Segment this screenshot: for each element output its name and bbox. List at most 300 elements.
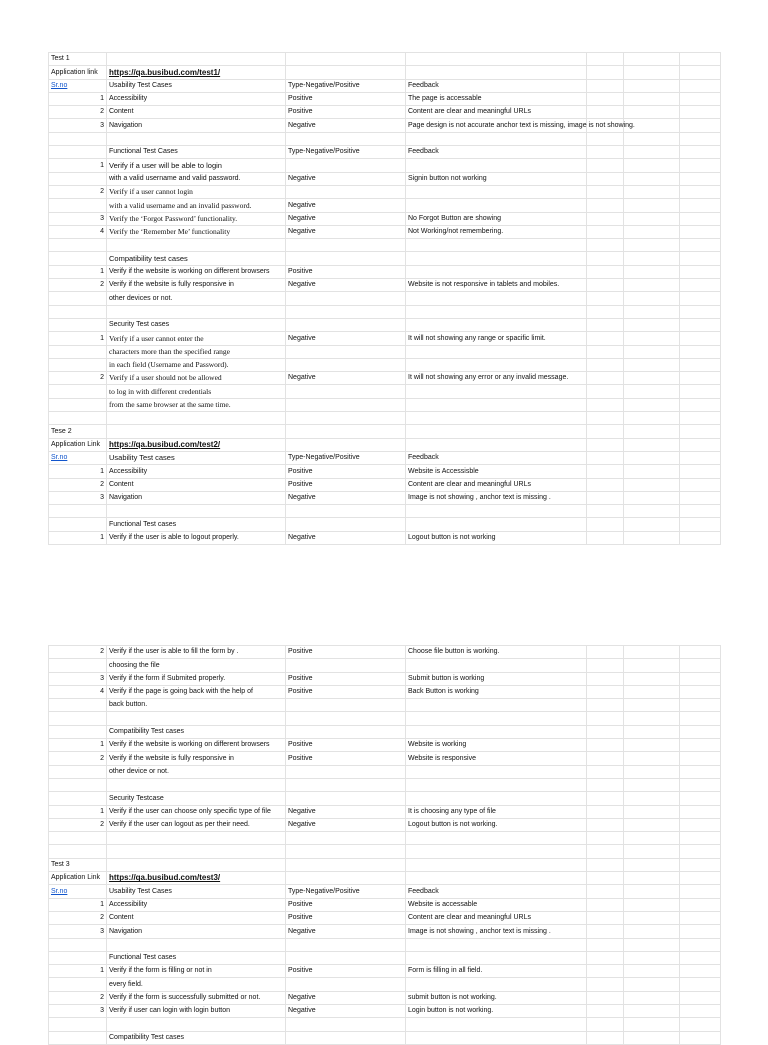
cell-test-case: in each field (Username and Password). <box>107 358 286 371</box>
cell-type <box>286 252 406 265</box>
cell-feedback: Choose file button is working. <box>406 646 587 659</box>
cell-type <box>286 778 406 791</box>
cell-type: Positive <box>286 265 406 278</box>
cell-sr-no <box>49 292 107 305</box>
cell-feedback <box>406 66 587 79</box>
cell-type: Negative <box>286 805 406 818</box>
cell-empty <box>680 792 721 805</box>
cell-empty <box>680 765 721 778</box>
cell-empty <box>587 345 624 358</box>
cell-empty <box>680 92 721 105</box>
cell-test-case: Verify if a user will be able to login <box>107 159 286 172</box>
cell-empty <box>680 739 721 752</box>
cell-type <box>286 858 406 871</box>
cell-empty <box>587 659 624 672</box>
cell-sr-no: 2 <box>49 478 107 491</box>
cell-type: Negative <box>286 332 406 345</box>
cell-empty <box>624 858 680 871</box>
cell-feedback <box>406 872 587 885</box>
cell-type: Positive <box>286 478 406 491</box>
cell-empty <box>624 372 680 385</box>
cell-type <box>286 438 406 451</box>
cell-feedback: Logout button is not working. <box>406 818 587 831</box>
cell-type: Positive <box>286 898 406 911</box>
cell-type <box>286 699 406 712</box>
cell-empty <box>624 345 680 358</box>
cell-empty <box>624 159 680 172</box>
cell-empty <box>680 252 721 265</box>
sheet-row <box>49 265 721 278</box>
cell-type: Positive <box>286 739 406 752</box>
cell-empty <box>680 725 721 738</box>
cell-empty <box>680 345 721 358</box>
cell-feedback: Back Button is working <box>406 685 587 698</box>
cell-test-case: Verify the ‘Forgot Password’ functionality. <box>107 212 286 225</box>
cell-feedback: Feedback <box>406 146 587 159</box>
cell-test-case: with a valid username and valid password. <box>107 172 286 185</box>
cell-test-case <box>107 305 286 318</box>
cell-empty <box>587 965 624 978</box>
cell-sr-no <box>49 518 107 531</box>
cell-test-case: Verify if a user cannot enter the <box>107 332 286 345</box>
cell-test-case <box>107 832 286 845</box>
cell-empty <box>587 672 624 685</box>
cell-test-case: Verify if the website is fully responsive in <box>107 752 286 765</box>
cell-empty <box>624 1018 680 1031</box>
cell-test-case <box>107 778 286 791</box>
sheet-row <box>49 199 721 212</box>
cell-test-case: Usability Test Cases <box>107 79 286 92</box>
cell-empty <box>680 685 721 698</box>
cell-sr-no: 4 <box>49 685 107 698</box>
cell-empty <box>587 885 624 898</box>
cell-sr-no[interactable]: Sr.no <box>49 885 107 898</box>
cell-sr-no: 1 <box>49 805 107 818</box>
cell-empty <box>587 1018 624 1031</box>
cell-test-case: Compatibility Test cases <box>107 1031 286 1044</box>
cell-feedback <box>406 159 587 172</box>
cell-empty <box>587 518 624 531</box>
sheet-row <box>49 991 721 1004</box>
cell-empty <box>624 659 680 672</box>
cell-test-case: Content <box>107 106 286 119</box>
cell-empty <box>624 358 680 371</box>
cell-type: Negative <box>286 925 406 938</box>
cell-type <box>286 872 406 885</box>
cell-empty <box>680 659 721 672</box>
sheet-row <box>49 318 721 331</box>
cell-sr-no: 2 <box>49 106 107 119</box>
cell-sr-no <box>49 659 107 672</box>
cell-type: Negative <box>286 491 406 504</box>
sheet-row <box>49 965 721 978</box>
cell-empty <box>587 832 624 845</box>
cell-type <box>286 53 406 66</box>
cell-empty <box>587 332 624 345</box>
cell-test-case: Verify if the form is filling or not in <box>107 965 286 978</box>
cell-sr-no: Application link <box>49 66 107 79</box>
cell-empty <box>587 79 624 92</box>
cell-sr-no: 1 <box>49 465 107 478</box>
cell-feedback: It is choosing any type of file <box>406 805 587 818</box>
cell-type: Positive <box>286 465 406 478</box>
cell-feedback <box>406 132 587 145</box>
sheet-row <box>49 358 721 371</box>
cell-empty <box>587 712 624 725</box>
spreadsheet-table-2 <box>48 645 721 1045</box>
cell-feedback <box>406 438 587 451</box>
cell-empty <box>680 212 721 225</box>
cell-type <box>286 938 406 951</box>
cell-sr-no <box>49 712 107 725</box>
sheet-row <box>49 398 721 411</box>
sheet-row <box>49 792 721 805</box>
cell-empty <box>587 792 624 805</box>
cell-empty <box>624 752 680 765</box>
cell-sr-no <box>49 832 107 845</box>
cell-feedback <box>406 712 587 725</box>
cell-test-case: Verify if a user cannot login <box>107 185 286 198</box>
sheet-row <box>49 672 721 685</box>
sheet-row <box>49 739 721 752</box>
cell-feedback: Website is responsive <box>406 752 587 765</box>
cell-empty <box>680 991 721 1004</box>
cell-empty <box>624 318 680 331</box>
cell-feedback <box>406 778 587 791</box>
cell-empty <box>680 1031 721 1044</box>
cell-empty <box>624 305 680 318</box>
cell-empty <box>587 685 624 698</box>
cell-empty <box>587 305 624 318</box>
cell-empty <box>624 898 680 911</box>
cell-feedback: Image is not showing , anchor text is missing . <box>406 925 587 938</box>
cell-type: Positive <box>286 685 406 698</box>
cell-test-case: Verify the ‘Remember Me’ functionality <box>107 225 286 238</box>
cell-type: Negative <box>286 279 406 292</box>
cell-empty <box>680 965 721 978</box>
cell-empty <box>587 752 624 765</box>
cell-sr-no <box>49 725 107 738</box>
cell-test-case: Security Test cases <box>107 318 286 331</box>
cell-empty <box>680 752 721 765</box>
cell-empty <box>587 225 624 238</box>
cell-sr-no: Test 1 <box>49 53 107 66</box>
sheet-row <box>49 478 721 491</box>
cell-sr-no <box>49 398 107 411</box>
cell-type: Negative <box>286 119 406 132</box>
cell-feedback <box>406 699 587 712</box>
cell-empty <box>587 805 624 818</box>
cell-empty <box>680 146 721 159</box>
cell-test-case: Functional Test cases <box>107 951 286 964</box>
cell-empty <box>624 951 680 964</box>
cell-sr-no <box>49 358 107 371</box>
sheet-row <box>49 858 721 871</box>
cell-sr-no: 2 <box>49 752 107 765</box>
sheet-row <box>49 451 721 464</box>
sheet-row <box>49 1031 721 1044</box>
cell-feedback <box>406 845 587 858</box>
sheet-row <box>49 752 721 765</box>
cell-test-case: Compatibility Test cases <box>107 725 286 738</box>
sheet-row <box>49 872 721 885</box>
cell-empty <box>624 531 680 544</box>
cell-type <box>286 712 406 725</box>
cell-feedback <box>406 1031 587 1044</box>
cell-empty <box>680 305 721 318</box>
cell-empty <box>587 872 624 885</box>
cell-sr-no <box>49 951 107 964</box>
cell-type: Negative <box>286 1005 406 1018</box>
cell-type <box>286 505 406 518</box>
cell-empty <box>680 491 721 504</box>
cell-type: Positive <box>286 646 406 659</box>
cell-feedback: Content are clear and meaningful URLs <box>406 911 587 924</box>
cell-empty <box>680 318 721 331</box>
cell-empty <box>587 898 624 911</box>
cell-sr-no: 1 <box>49 332 107 345</box>
cell-type: Negative <box>286 818 406 831</box>
cell-empty <box>587 739 624 752</box>
application-link[interactable]: https://qa.busibud.com/test2/ <box>107 438 286 451</box>
cell-sr-no: 3 <box>49 1005 107 1018</box>
cell-empty <box>680 845 721 858</box>
cell-feedback <box>406 292 587 305</box>
cell-feedback <box>406 385 587 398</box>
cell-empty <box>587 438 624 451</box>
cell-empty <box>587 53 624 66</box>
sheet-row <box>49 505 721 518</box>
cell-empty <box>587 531 624 544</box>
cell-empty <box>624 725 680 738</box>
cell-type <box>286 159 406 172</box>
cell-empty <box>624 478 680 491</box>
sheet-row <box>49 938 721 951</box>
cell-test-case <box>107 53 286 66</box>
sheet-row <box>49 1018 721 1031</box>
spreadsheet-page-2 <box>48 645 720 1045</box>
cell-type: Type-Negative/Positive <box>286 451 406 464</box>
cell-test-case: Content <box>107 911 286 924</box>
cell-empty <box>587 92 624 105</box>
cell-sr-no[interactable]: Sr.no <box>49 451 107 464</box>
sheet-row <box>49 925 721 938</box>
cell-empty <box>680 358 721 371</box>
cell-sr-no: 1 <box>49 531 107 544</box>
cell-type <box>286 239 406 252</box>
cell-sr-no: 2 <box>49 991 107 1004</box>
cell-test-case <box>107 505 286 518</box>
cell-feedback <box>406 199 587 212</box>
cell-test-case: Functional Test cases <box>107 518 286 531</box>
cell-feedback <box>406 358 587 371</box>
cell-empty <box>680 858 721 871</box>
sheet-row <box>49 659 721 672</box>
cell-feedback: Feedback <box>406 885 587 898</box>
cell-feedback <box>406 951 587 964</box>
cell-empty <box>624 252 680 265</box>
cell-empty <box>624 212 680 225</box>
cell-test-case: Accessibility <box>107 92 286 105</box>
sheet-row <box>49 725 721 738</box>
cell-feedback <box>406 505 587 518</box>
cell-test-case: to log in with different credentials <box>107 385 286 398</box>
cell-sr-no <box>49 345 107 358</box>
cell-empty <box>587 505 624 518</box>
sheet-row <box>49 1005 721 1018</box>
cell-test-case <box>107 1018 286 1031</box>
sheet-row <box>49 185 721 198</box>
cell-empty <box>624 451 680 464</box>
sheet-row <box>49 372 721 385</box>
cell-empty <box>624 925 680 938</box>
sheet-row <box>49 685 721 698</box>
cell-empty <box>680 53 721 66</box>
sheet-row <box>49 212 721 225</box>
cell-empty <box>624 438 680 451</box>
sheet-row <box>49 106 721 119</box>
cell-empty <box>624 978 680 991</box>
cell-sr-no <box>49 318 107 331</box>
cell-empty <box>624 965 680 978</box>
cell-empty <box>587 385 624 398</box>
cell-sr-no: 2 <box>49 911 107 924</box>
cell-empty <box>680 712 721 725</box>
cell-empty <box>624 646 680 659</box>
cell-empty <box>587 425 624 438</box>
cell-empty <box>624 991 680 1004</box>
cell-feedback <box>406 518 587 531</box>
spreadsheet-page-1 <box>48 52 720 545</box>
cell-sr-no <box>49 699 107 712</box>
cell-empty <box>624 79 680 92</box>
cell-empty <box>587 765 624 778</box>
application-link[interactable]: https://qa.busibud.com/test1/ <box>107 66 286 79</box>
cell-feedback: Login button is not working. <box>406 1005 587 1018</box>
cell-sr-no: 1 <box>49 739 107 752</box>
cell-empty <box>624 1005 680 1018</box>
cell-sr-no: Test 3 <box>49 858 107 871</box>
cell-sr-no: Tese 2 <box>49 425 107 438</box>
sheet-row <box>49 385 721 398</box>
cell-empty <box>680 398 721 411</box>
cell-feedback: Website is not responsive in tablets and mobiles. <box>406 279 587 292</box>
cell-empty <box>624 518 680 531</box>
cell-sr-no <box>49 132 107 145</box>
cell-empty <box>587 66 624 79</box>
application-link[interactable]: https://qa.busibud.com/test3/ <box>107 872 286 885</box>
cell-empty <box>624 132 680 145</box>
cell-feedback <box>406 239 587 252</box>
cell-sr-no <box>49 845 107 858</box>
cell-sr-no: 1 <box>49 898 107 911</box>
cell-test-case <box>107 132 286 145</box>
cell-test-case: Functional Test Cases <box>107 146 286 159</box>
cell-test-case: Verify if the page is going back with the help of <box>107 685 286 698</box>
sheet-row <box>49 646 721 659</box>
cell-test-case: from the same browser at the same time. <box>107 398 286 411</box>
cell-feedback: Content are clear and meaningful URLs <box>406 478 587 491</box>
cell-type: Negative <box>286 531 406 544</box>
cell-empty <box>680 938 721 951</box>
cell-type <box>286 765 406 778</box>
sheet-row <box>49 279 721 292</box>
cell-test-case: other device or not. <box>107 765 286 778</box>
sheet-row <box>49 911 721 924</box>
cell-empty <box>587 252 624 265</box>
cell-sr-no <box>49 199 107 212</box>
cell-feedback <box>406 425 587 438</box>
cell-test-case <box>107 858 286 871</box>
cell-feedback <box>406 185 587 198</box>
cell-empty <box>680 412 721 425</box>
cell-sr-no[interactable]: Sr.no <box>49 79 107 92</box>
cell-empty <box>587 491 624 504</box>
cell-empty <box>624 92 680 105</box>
cell-type <box>286 66 406 79</box>
cell-empty <box>587 845 624 858</box>
cell-type: Positive <box>286 106 406 119</box>
cell-empty <box>680 132 721 145</box>
cell-empty <box>587 925 624 938</box>
cell-feedback <box>406 265 587 278</box>
cell-empty <box>680 672 721 685</box>
cell-type <box>286 725 406 738</box>
cell-empty <box>587 106 624 119</box>
cell-sr-no: Application Link <box>49 872 107 885</box>
cell-feedback: Feedback <box>406 451 587 464</box>
cell-empty <box>680 438 721 451</box>
cell-empty <box>624 739 680 752</box>
sheet-row <box>49 412 721 425</box>
cell-empty <box>624 332 680 345</box>
cell-feedback: Website is accessable <box>406 898 587 911</box>
sheet-row <box>49 146 721 159</box>
cell-test-case <box>107 412 286 425</box>
cell-type <box>286 185 406 198</box>
sheet-row <box>49 845 721 858</box>
cell-empty <box>587 265 624 278</box>
cell-feedback: Signin button not working <box>406 172 587 185</box>
sheet-row <box>49 818 721 831</box>
cell-empty <box>624 465 680 478</box>
cell-test-case: back button. <box>107 699 286 712</box>
cell-type: Positive <box>286 911 406 924</box>
cell-empty <box>680 199 721 212</box>
cell-empty <box>680 159 721 172</box>
cell-empty <box>587 991 624 1004</box>
cell-empty <box>680 646 721 659</box>
cell-feedback: Content are clear and meaningful URLs <box>406 106 587 119</box>
cell-feedback: Website is Accessisble <box>406 465 587 478</box>
cell-feedback: Logout button is not working <box>406 531 587 544</box>
cell-test-case: Verify if the user is able to fill the form by . <box>107 646 286 659</box>
cell-test-case: Usability Test cases <box>107 451 286 464</box>
cell-sr-no: 3 <box>49 491 107 504</box>
cell-test-case: Verify if the website is fully responsive in <box>107 279 286 292</box>
cell-feedback <box>406 318 587 331</box>
cell-sr-no: 3 <box>49 925 107 938</box>
cell-empty <box>680 778 721 791</box>
cell-test-case <box>107 938 286 951</box>
cell-feedback <box>406 345 587 358</box>
cell-empty <box>587 318 624 331</box>
cell-feedback: Website is working <box>406 739 587 752</box>
cell-sr-no: 1 <box>49 265 107 278</box>
cell-empty <box>680 478 721 491</box>
cell-empty <box>587 978 624 991</box>
cell-empty <box>587 212 624 225</box>
